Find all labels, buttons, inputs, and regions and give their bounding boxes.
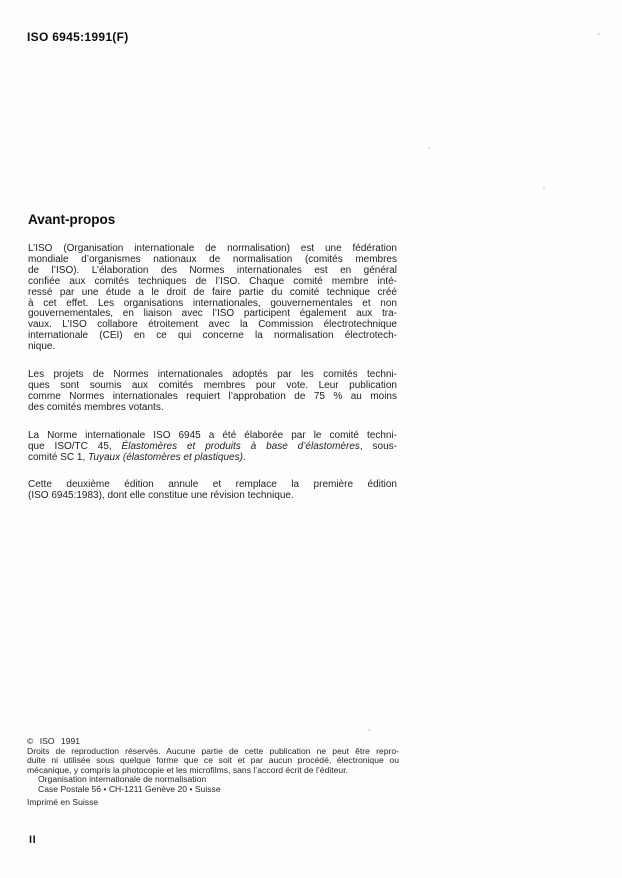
document-reference: ISO 6945:1991(F) [27,30,129,44]
text-line: de l’ISO). L’élaboration des Normes internationales est en général [28,264,397,276]
text-line: Les projets de Normes internationales adoptés par les comités techni- [28,369,397,381]
paragraph [28,244,397,353]
paragraph [28,480,397,502]
text-line: nique. [28,341,56,353]
text-line: ques sont soumis aux comités membres pour vote. Leur publication [28,379,397,391]
publisher-address: Case Postale 56 • CH-1211 Genève 20 • Suisse [38,783,221,794]
text-line: comme Normes internationales requiert l’approbation de 75 % au moins [28,390,397,402]
text-line: mondiale d’organismes nationaux de normalisation (comités membres [28,253,397,265]
copyright-line: © ISO 1991 [27,736,81,746]
foreword-title: Avant-propos [28,212,116,227]
paragraph [28,370,397,414]
text-line: confiée aux comités techniques de l’ISO. Chaque comité membre inté- [28,275,397,287]
text-line: comité SC 1, Tuyaux (élastomères et plastiques). [28,451,246,463]
scan-speck [368,729,370,731]
text-line: duite ni utilisée sous quelque forme que ce soit et par aucun procédé, électronique ou [27,755,399,766]
scan-speck [543,187,545,189]
imprint-block [27,737,399,807]
text-line: gouvernementales, en liaison avec l’ISO participent également aux tra- [28,308,397,320]
text-line: Droits de reproduction réservés. Aucune partie de cette publication ne peut être repro- [27,745,399,756]
scan-speck [598,33,600,35]
text-line: (ISO 6945:1983), dont elle constitue une révision technique. [28,490,294,502]
text-line: ressé par une étude a le droit de faire partie du comité technique créé [28,286,397,298]
publisher-name: Organisation internationale de normalisation [38,774,207,785]
text-line: vaux. L’ISO collabore étroitement avec la Commission électrotechnique [28,319,397,331]
text-line: mécanique, y compris la photocopie et les microfilms, sans l’accord écrit de l’éditeur. [27,764,348,775]
text-line: La Norme internationale ISO 6945 a été élaborée par le comité techni- [28,429,397,441]
scan-speck [428,147,430,149]
text-line: Cette deuxième édition annule et remplace la première édition [28,479,397,491]
printed-in-note: Imprimé en Suisse [27,796,99,807]
text-line: que ISO/TC 45, Élastomères et produits à base d’élastomères, sous- [28,440,397,452]
text-line: à cet effet. Les organisations internationales, gouvernementales et non [28,297,397,309]
text-line: des comités membres votants. [28,401,164,413]
text-line: L’ISO (Organisation internationale de normalisation) est une fédération [28,243,397,254]
foreword-body [28,244,397,519]
paragraph [28,431,397,464]
page-number: II [29,834,37,846]
reproduction-rights-text [27,747,399,776]
text-line: internationale (CEI) en ce qui concerne la normalisation électrotech- [28,330,397,342]
